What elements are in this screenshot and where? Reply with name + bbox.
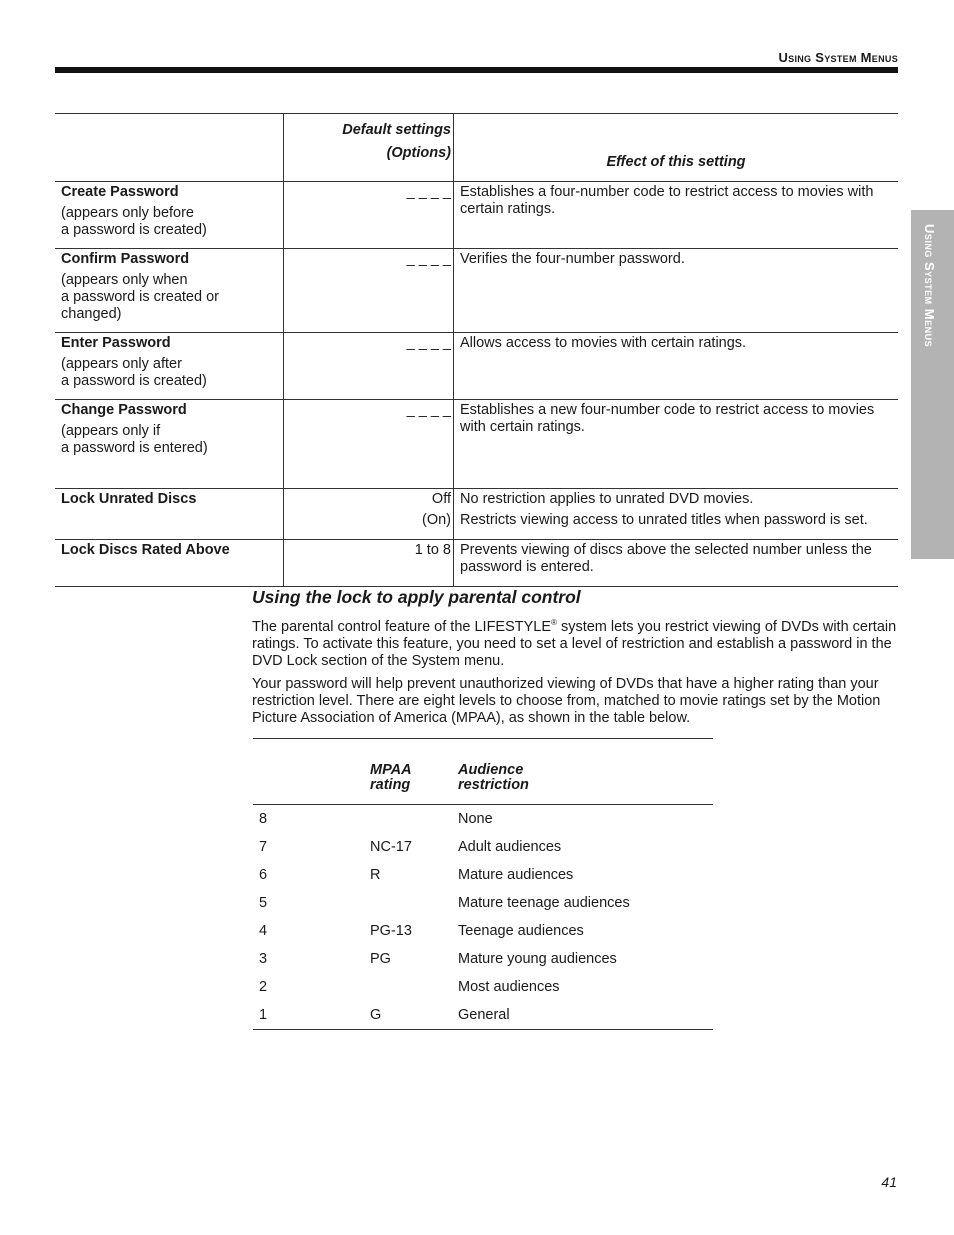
mpaa-rating xyxy=(370,973,458,1001)
registered-mark: ® xyxy=(551,618,557,627)
default-option: 1 to 8 xyxy=(414,542,451,558)
setting-cell xyxy=(55,249,284,333)
mpaa-rating: R xyxy=(370,867,381,883)
rating-level: 2 xyxy=(259,979,268,995)
effect-text: Prevents viewing of discs above the selected number unless the password is entered. xyxy=(460,542,872,575)
setting-cell xyxy=(55,540,284,587)
setting-name: Create Password xyxy=(61,184,179,200)
default-cell xyxy=(284,400,454,489)
header-default-line2: (Options) xyxy=(386,145,451,161)
audience-restriction: Mature audiences xyxy=(458,867,574,883)
setting-name: Confirm Password xyxy=(61,251,190,267)
side-tab-label: Using System Menus xyxy=(922,224,937,348)
effect-text: Allows access to movies with certain ratings. xyxy=(460,335,747,351)
audience-restriction: Adult audiences xyxy=(458,839,562,855)
header-audience-line2: restriction xyxy=(458,777,529,793)
ratings-header-row xyxy=(253,739,713,805)
paragraph-1-end: system lets you restrict viewing of DVDs with certain ratings. To activate this feature, you need to set a level of restriction and establish a password in the DVD Lock section of the System menu. xyxy=(252,618,897,669)
setting-cell xyxy=(55,182,284,249)
settings-header-row xyxy=(55,114,898,182)
setting-name: Change Password xyxy=(61,402,187,418)
header-default-line1: Default settings xyxy=(342,122,451,138)
settings-row xyxy=(55,249,898,333)
settings-row xyxy=(55,489,898,540)
effect-cell xyxy=(454,400,899,489)
header-audience-restriction xyxy=(458,739,713,805)
rating-row xyxy=(253,833,713,861)
rating-level: 6 xyxy=(259,867,268,883)
audience-restriction: Mature teenage audiences xyxy=(458,895,630,911)
mpaa-rating xyxy=(370,889,458,917)
effect-cell xyxy=(454,182,899,249)
setting-note: a password is entered) xyxy=(61,440,208,456)
effect-text: Establishes a four-number code to restrict access to movies with certain ratings. xyxy=(460,184,874,217)
audience-restriction: Teenage audiences xyxy=(458,923,584,939)
default-cell xyxy=(284,540,454,587)
rating-level: 1 xyxy=(259,1007,268,1023)
default-option: (On) xyxy=(422,512,451,528)
rating-row xyxy=(253,1001,713,1030)
rating-row xyxy=(253,973,713,1001)
effect-cell xyxy=(454,489,899,540)
default-option: _ _ _ _ xyxy=(406,335,451,351)
header-rule xyxy=(55,67,898,73)
audience-restriction: None xyxy=(458,811,493,827)
setting-name: Enter Password xyxy=(61,335,171,351)
setting-note: (appears only after xyxy=(61,356,182,372)
settings-row xyxy=(55,182,898,249)
rating-level: 8 xyxy=(259,811,268,827)
setting-note: (appears only when xyxy=(61,272,188,288)
section-title: Using the lock to apply parental control xyxy=(252,587,581,607)
rating-level: 4 xyxy=(259,923,268,939)
default-cell xyxy=(284,182,454,249)
default-cell xyxy=(284,249,454,333)
rating-level: 3 xyxy=(259,951,268,967)
settings-row xyxy=(55,540,898,587)
rating-row xyxy=(253,889,713,917)
ratings-table xyxy=(253,738,713,1030)
audience-restriction: Most audiences xyxy=(458,979,560,995)
header-mpaa-rating xyxy=(370,739,458,805)
setting-cell xyxy=(55,333,284,400)
page-number: 41 xyxy=(881,1174,897,1190)
setting-note: a password is created) xyxy=(61,222,207,238)
effect-cell xyxy=(454,249,899,333)
effect-cell xyxy=(454,540,899,587)
setting-cell xyxy=(55,489,284,540)
settings-row xyxy=(55,333,898,400)
header-setting xyxy=(55,114,284,182)
mpaa-rating xyxy=(370,805,458,834)
settings-table xyxy=(55,113,898,587)
default-option: _ _ _ _ xyxy=(406,251,451,267)
effect-text: Restricts viewing access to unrated titles when password is set. xyxy=(460,512,868,528)
setting-name: Lock Discs Rated Above xyxy=(61,542,230,558)
audience-restriction: General xyxy=(458,1007,510,1023)
effect-text: Verifies the four-number password. xyxy=(460,251,685,267)
setting-cell xyxy=(55,400,284,489)
default-cell xyxy=(284,489,454,540)
setting-note: a password is created or changed) xyxy=(61,289,219,322)
rating-level: 5 xyxy=(259,895,268,911)
rating-row xyxy=(253,805,713,834)
setting-note: (appears only if xyxy=(61,423,161,439)
setting-note: a password is created) xyxy=(61,373,207,389)
effect-text: Establishes a new four-number code to restrict access to movies with certain ratings. xyxy=(460,402,875,435)
header-default-settings xyxy=(284,114,454,182)
effect-text: No restriction applies to unrated DVD movies. xyxy=(460,491,754,507)
mpaa-rating: PG-13 xyxy=(370,923,412,939)
rating-level: 7 xyxy=(259,839,268,855)
setting-name: Lock Unrated Discs xyxy=(61,491,197,507)
header-mpaa-line1: MPAA xyxy=(370,762,412,778)
effect-cell xyxy=(454,333,899,400)
paragraph-1-start: The parental control feature of the LIFESTYLE xyxy=(252,618,552,635)
header-audience-line1: Audience xyxy=(458,762,524,778)
mpaa-rating: PG xyxy=(370,951,391,967)
audience-restriction: Mature young audiences xyxy=(458,951,617,967)
default-option: _ _ _ _ xyxy=(406,184,451,200)
paragraph-2: Your password will help prevent unauthorized viewing of DVDs that have a higher rating than your restriction level. There are eight levels to choose from, matched to movie ratings set by the Motion Picture Association of America (MPAA), as shown in the table below. xyxy=(252,676,881,726)
settings-row xyxy=(55,400,898,489)
default-cell xyxy=(284,333,454,400)
running-header: Using System Menus xyxy=(778,50,898,65)
mpaa-rating: G xyxy=(370,1007,382,1023)
default-option: Off xyxy=(431,491,451,507)
rating-row xyxy=(253,861,713,889)
paragraph-1 xyxy=(252,614,900,670)
header-mpaa-line2: rating xyxy=(370,777,411,793)
mpaa-rating: NC-17 xyxy=(370,839,412,855)
header-level xyxy=(253,739,370,805)
rating-row xyxy=(253,945,713,973)
rating-row xyxy=(253,917,713,945)
header-effect: Effect of this setting xyxy=(606,154,746,170)
setting-note: (appears only before xyxy=(61,205,194,221)
default-option: _ _ _ _ xyxy=(406,402,451,418)
